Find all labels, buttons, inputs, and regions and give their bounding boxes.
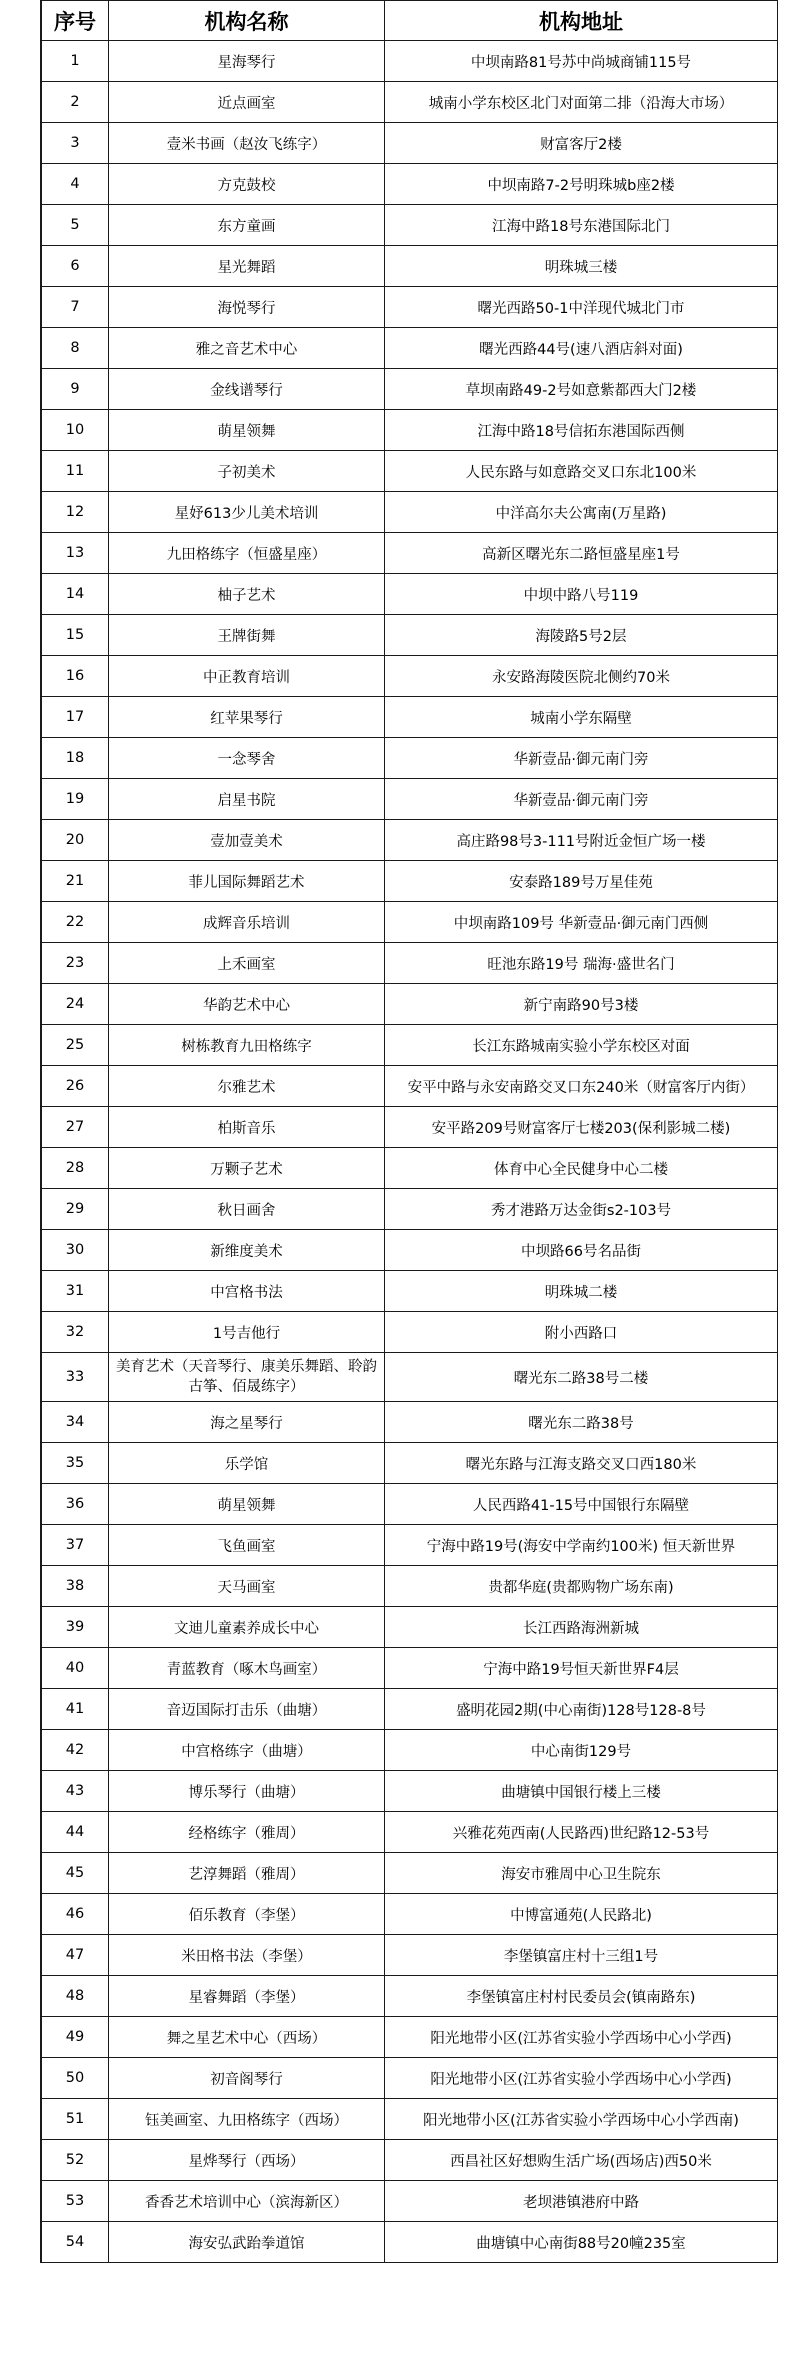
row-address-cell: 中洋高尔夫公寓南(万星路) [385, 492, 778, 533]
table-row [42, 984, 778, 1025]
table-row [42, 328, 778, 369]
row-index-cell: 19 [42, 779, 109, 820]
row-address-cell: 兴雅花苑西南(人民路西)世纪路12-53号 [385, 1812, 778, 1853]
row-address-cell: 李堡镇富庄村十三组1号 [385, 1935, 778, 1976]
row-index-cell: 48 [42, 1976, 109, 2017]
row-address-cell: 李堡镇富庄村村民委员会(镇南路东) [385, 1976, 778, 2017]
row-address-cell: 曙光东二路38号二楼 [385, 1353, 778, 1402]
table-row [42, 902, 778, 943]
row-address-cell: 华新壹品·御元南门旁 [385, 779, 778, 820]
row-address-cell: 海安市雅周中心卫生院东 [385, 1853, 778, 1894]
table-row [42, 533, 778, 574]
table-row [42, 1730, 778, 1771]
row-name-cell: 乐学馆 [109, 1443, 385, 1484]
table-row [42, 738, 778, 779]
table-row [42, 1066, 778, 1107]
row-address-cell: 新宁南路90号3楼 [385, 984, 778, 1025]
row-name-cell: 子初美术 [109, 451, 385, 492]
row-name-cell: 初音阁琴行 [109, 2058, 385, 2099]
table-row [42, 1566, 778, 1607]
table-row [42, 2181, 778, 2222]
row-name-cell: 中宫格书法 [109, 1271, 385, 1312]
table-row [42, 943, 778, 984]
row-name-cell: 海悦琴行 [109, 287, 385, 328]
table-row [42, 820, 778, 861]
row-name-cell: 艺淳舞蹈（雅周） [109, 1853, 385, 1894]
row-index-cell: 22 [42, 902, 109, 943]
row-index-cell: 47 [42, 1935, 109, 1976]
row-name-cell: 星睿舞蹈（李堡） [109, 1976, 385, 2017]
row-address-cell: 附小西路口 [385, 1312, 778, 1353]
row-address-cell: 中坝南路109号 华新壹品·御元南门西侧 [385, 902, 778, 943]
table-row [42, 2099, 778, 2140]
row-name-cell: 中宫格练字（曲塘） [109, 1730, 385, 1771]
row-address-cell: 高庄路98号3-111号附近金恒广场一楼 [385, 820, 778, 861]
table-row [42, 451, 778, 492]
row-index-cell: 49 [42, 2017, 109, 2058]
row-address-cell: 长江东路城南实验小学东校区对面 [385, 1025, 778, 1066]
row-name-cell: 方克鼓校 [109, 164, 385, 205]
row-name-cell: 天马画室 [109, 1566, 385, 1607]
row-name-cell: 上禾画室 [109, 943, 385, 984]
row-name-cell: 星烨琴行（西场） [109, 2140, 385, 2181]
row-index-cell: 26 [42, 1066, 109, 1107]
row-address-cell: 中坝南路7-2号明珠城b座2楼 [385, 164, 778, 205]
table-row [42, 1312, 778, 1353]
row-index-cell: 44 [42, 1812, 109, 1853]
row-index-cell: 27 [42, 1107, 109, 1148]
row-name-cell: 米田格书法（李堡） [109, 1935, 385, 1976]
row-index-cell: 4 [42, 164, 109, 205]
table-row [42, 574, 778, 615]
row-index-cell: 46 [42, 1894, 109, 1935]
row-name-cell: 文迪儿童素养成长中心 [109, 1607, 385, 1648]
row-index-cell: 20 [42, 820, 109, 861]
row-address-cell: 曙光东路与江海支路交叉口西180米 [385, 1443, 778, 1484]
table-row [42, 164, 778, 205]
row-name-cell: 博乐琴行（曲塘） [109, 1771, 385, 1812]
row-name-cell: 青蓝教育（啄木鸟画室） [109, 1648, 385, 1689]
row-name-cell: 佰乐教育（李堡） [109, 1894, 385, 1935]
table-row [42, 1271, 778, 1312]
row-address-cell: 中坝南路81号苏中尚城商铺115号 [385, 41, 778, 82]
table-row [42, 410, 778, 451]
row-index-cell: 10 [42, 410, 109, 451]
row-index-cell: 5 [42, 205, 109, 246]
row-address-cell: 海陵路5号2层 [385, 615, 778, 656]
table-row [42, 369, 778, 410]
row-name-cell: 萌星领舞 [109, 1484, 385, 1525]
row-index-cell: 11 [42, 451, 109, 492]
row-address-cell: 贵都华庭(贵都购物广场东南) [385, 1566, 778, 1607]
row-index-cell: 3 [42, 123, 109, 164]
table-row [42, 492, 778, 533]
row-address-cell: 明珠城二楼 [385, 1271, 778, 1312]
row-index-cell: 38 [42, 1566, 109, 1607]
row-name-cell: 红苹果琴行 [109, 697, 385, 738]
row-address-cell: 盛明花园2期(中心南街)128号128-8号 [385, 1689, 778, 1730]
table-row [42, 2222, 778, 2263]
row-name-cell: 壹加壹美术 [109, 820, 385, 861]
row-index-cell: 36 [42, 1484, 109, 1525]
row-address-cell: 体育中心全民健身中心二楼 [385, 1148, 778, 1189]
row-address-cell: 中坝路66号名品街 [385, 1230, 778, 1271]
row-address-cell: 城南小学东校区北门对面第二排（沿海大市场） [385, 82, 778, 123]
header-address: 机构地址 [385, 1, 778, 41]
row-name-cell: 钰美画室、九田格练字（西场） [109, 2099, 385, 2140]
table-row [42, 2140, 778, 2181]
row-name-cell: 海安弘武跆拳道馆 [109, 2222, 385, 2263]
row-name-cell: 近点画室 [109, 82, 385, 123]
row-address-cell: 明珠城三楼 [385, 246, 778, 287]
row-index-cell: 29 [42, 1189, 109, 1230]
row-index-cell: 37 [42, 1525, 109, 1566]
row-address-cell: 中心南街129号 [385, 1730, 778, 1771]
row-address-cell: 阳光地带小区(江苏省实验小学西场中心小学西南) [385, 2099, 778, 2140]
row-index-cell: 24 [42, 984, 109, 1025]
row-address-cell: 曲塘镇中国银行楼上三楼 [385, 1771, 778, 1812]
table-row [42, 1935, 778, 1976]
row-address-cell: 长江西路海洲新城 [385, 1607, 778, 1648]
row-name-cell: 万颗子艺术 [109, 1148, 385, 1189]
row-address-cell: 曲塘镇中心南街88号20幢235室 [385, 2222, 778, 2263]
row-address-cell: 财富客厅2楼 [385, 123, 778, 164]
row-address-cell: 宁海中路19号(海安中学南约100米) 恒天新世界 [385, 1525, 778, 1566]
table-row [42, 2017, 778, 2058]
row-index-cell: 53 [42, 2181, 109, 2222]
row-name-cell: 香香艺术培训中心（滨海新区） [109, 2181, 385, 2222]
table-row [42, 1771, 778, 1812]
row-index-cell: 39 [42, 1607, 109, 1648]
table-row [42, 2058, 778, 2099]
row-address-cell: 中博富通苑(人民路北) [385, 1894, 778, 1935]
table-row [42, 1812, 778, 1853]
row-name-cell: 新维度美术 [109, 1230, 385, 1271]
table-row [42, 41, 778, 82]
table-row [42, 1894, 778, 1935]
row-index-cell: 25 [42, 1025, 109, 1066]
row-address-cell: 华新壹品·御元南门旁 [385, 738, 778, 779]
row-address-cell: 秀才港路万达金街s2-103号 [385, 1189, 778, 1230]
row-index-cell: 8 [42, 328, 109, 369]
row-name-cell: 启星书院 [109, 779, 385, 820]
row-address-cell: 安泰路189号万星佳苑 [385, 861, 778, 902]
row-name-cell: 九田格练字（恒盛星座） [109, 533, 385, 574]
row-name-cell: 华韵艺术中心 [109, 984, 385, 1025]
table-row [42, 1689, 778, 1730]
table-row [42, 656, 778, 697]
row-index-cell: 54 [42, 2222, 109, 2263]
row-address-cell: 曙光西路50-1中洋现代城北门市 [385, 287, 778, 328]
row-name-cell: 舞之星艺术中心（西场） [109, 2017, 385, 2058]
row-index-cell: 42 [42, 1730, 109, 1771]
row-name-cell: 金线谱琴行 [109, 369, 385, 410]
row-address-cell: 江海中路18号东港国际北门 [385, 205, 778, 246]
table-row [42, 1148, 778, 1189]
row-address-cell: 中坝中路八号119 [385, 574, 778, 615]
row-index-cell: 31 [42, 1271, 109, 1312]
row-address-cell: 曙光西路44号(速八酒店斜对面) [385, 328, 778, 369]
row-name-cell: 壹米书画（赵汝飞练字） [109, 123, 385, 164]
table-row [42, 123, 778, 164]
row-name-cell: 雅之音艺术中心 [109, 328, 385, 369]
row-index-cell: 43 [42, 1771, 109, 1812]
table-row [42, 697, 778, 738]
table-row [42, 82, 778, 123]
table-row [42, 1353, 778, 1402]
row-index-cell: 52 [42, 2140, 109, 2181]
row-name-cell: 一念琴舍 [109, 738, 385, 779]
row-address-cell: 人民东路与如意路交叉口东北100米 [385, 451, 778, 492]
table-row [42, 861, 778, 902]
row-name-cell: 1号吉他行 [109, 1312, 385, 1353]
row-name-cell: 星海琴行 [109, 41, 385, 82]
row-address-cell: 曙光东二路38号 [385, 1402, 778, 1443]
row-address-cell: 高新区曙光东二路恒盛星座1号 [385, 533, 778, 574]
row-name-cell: 王牌街舞 [109, 615, 385, 656]
row-name-cell: 中正教育培训 [109, 656, 385, 697]
row-name-cell: 飞鱼画室 [109, 1525, 385, 1566]
row-index-cell: 45 [42, 1853, 109, 1894]
row-index-cell: 35 [42, 1443, 109, 1484]
row-address-cell: 阳光地带小区(江苏省实验小学西场中心小学西) [385, 2017, 778, 2058]
row-address-cell: 城南小学东隔壁 [385, 697, 778, 738]
row-address-cell: 阳光地带小区(江苏省实验小学西场中心小学西) [385, 2058, 778, 2099]
table-row [42, 287, 778, 328]
row-index-cell: 7 [42, 287, 109, 328]
row-index-cell: 14 [42, 574, 109, 615]
row-index-cell: 18 [42, 738, 109, 779]
table-body [42, 41, 778, 2263]
row-name-cell: 成辉音乐培训 [109, 902, 385, 943]
table-row [42, 1402, 778, 1443]
institution-table-container [40, 0, 778, 2263]
row-index-cell: 33 [42, 1353, 109, 1402]
table-row [42, 779, 778, 820]
row-name-cell: 柏斯音乐 [109, 1107, 385, 1148]
row-index-cell: 15 [42, 615, 109, 656]
row-name-cell: 菲儿国际舞蹈艺术 [109, 861, 385, 902]
row-index-cell: 12 [42, 492, 109, 533]
row-address-cell: 安平路209号财富客厅七楼203(保利影城二楼) [385, 1107, 778, 1148]
table-row [42, 1607, 778, 1648]
row-name-cell: 秋日画舍 [109, 1189, 385, 1230]
row-index-cell: 9 [42, 369, 109, 410]
table-row [42, 1230, 778, 1271]
row-address-cell: 西昌社区好想购生活广场(西场店)西50米 [385, 2140, 778, 2181]
table-row [42, 1107, 778, 1148]
table-row [42, 205, 778, 246]
row-address-cell: 江海中路18号信拓东港国际西侧 [385, 410, 778, 451]
row-name-cell: 树栋教育九田格练字 [109, 1025, 385, 1066]
row-name-cell: 星妤613少儿美术培训 [109, 492, 385, 533]
table-row [42, 1025, 778, 1066]
table-row [42, 615, 778, 656]
row-address-cell: 安平中路与永安南路交叉口东240米（财富客厅内街） [385, 1066, 778, 1107]
row-address-cell: 人民西路41-15号中国银行东隔壁 [385, 1484, 778, 1525]
table-row [42, 1443, 778, 1484]
row-index-cell: 28 [42, 1148, 109, 1189]
row-index-cell: 30 [42, 1230, 109, 1271]
row-address-cell: 旺池东路19号 瑞海·盛世名门 [385, 943, 778, 984]
row-address-cell: 永安路海陵医院北侧约70米 [385, 656, 778, 697]
empty-sheet-area [40, 2290, 776, 2353]
table-row [42, 1525, 778, 1566]
row-index-cell: 2 [42, 82, 109, 123]
table-row [42, 1976, 778, 2017]
row-name-cell: 柚子艺术 [109, 574, 385, 615]
row-index-cell: 51 [42, 2099, 109, 2140]
row-index-cell: 23 [42, 943, 109, 984]
row-index-cell: 17 [42, 697, 109, 738]
table-row [42, 1484, 778, 1525]
row-name-cell: 美育艺术（天音琴行、康美乐舞蹈、聆韵古筝、佰晟练字） [109, 1353, 385, 1402]
row-index-cell: 34 [42, 1402, 109, 1443]
row-name-cell: 音迈国际打击乐（曲塘） [109, 1689, 385, 1730]
institution-table [41, 0, 778, 2263]
table-row [42, 1853, 778, 1894]
row-index-cell: 1 [42, 41, 109, 82]
table-row [42, 246, 778, 287]
header-index: 序号 [42, 1, 109, 41]
row-name-cell: 东方童画 [109, 205, 385, 246]
row-name-cell: 星光舞蹈 [109, 246, 385, 287]
row-name-cell: 萌星领舞 [109, 410, 385, 451]
row-index-cell: 16 [42, 656, 109, 697]
row-index-cell: 40 [42, 1648, 109, 1689]
row-index-cell: 41 [42, 1689, 109, 1730]
row-name-cell: 尔雅艺术 [109, 1066, 385, 1107]
row-index-cell: 6 [42, 246, 109, 287]
header-name: 机构名称 [109, 1, 385, 41]
row-address-cell: 草坝南路49-2号如意紫都西大门2楼 [385, 369, 778, 410]
row-index-cell: 13 [42, 533, 109, 574]
table-row [42, 1189, 778, 1230]
row-name-cell: 海之星琴行 [109, 1402, 385, 1443]
row-index-cell: 32 [42, 1312, 109, 1353]
row-name-cell: 经格练字（雅周） [109, 1812, 385, 1853]
table-header-row [42, 1, 778, 41]
row-address-cell: 老坝港镇港府中路 [385, 2181, 778, 2222]
row-address-cell: 宁海中路19号恒天新世界F4层 [385, 1648, 778, 1689]
row-index-cell: 21 [42, 861, 109, 902]
row-index-cell: 50 [42, 2058, 109, 2099]
table-row [42, 1648, 778, 1689]
